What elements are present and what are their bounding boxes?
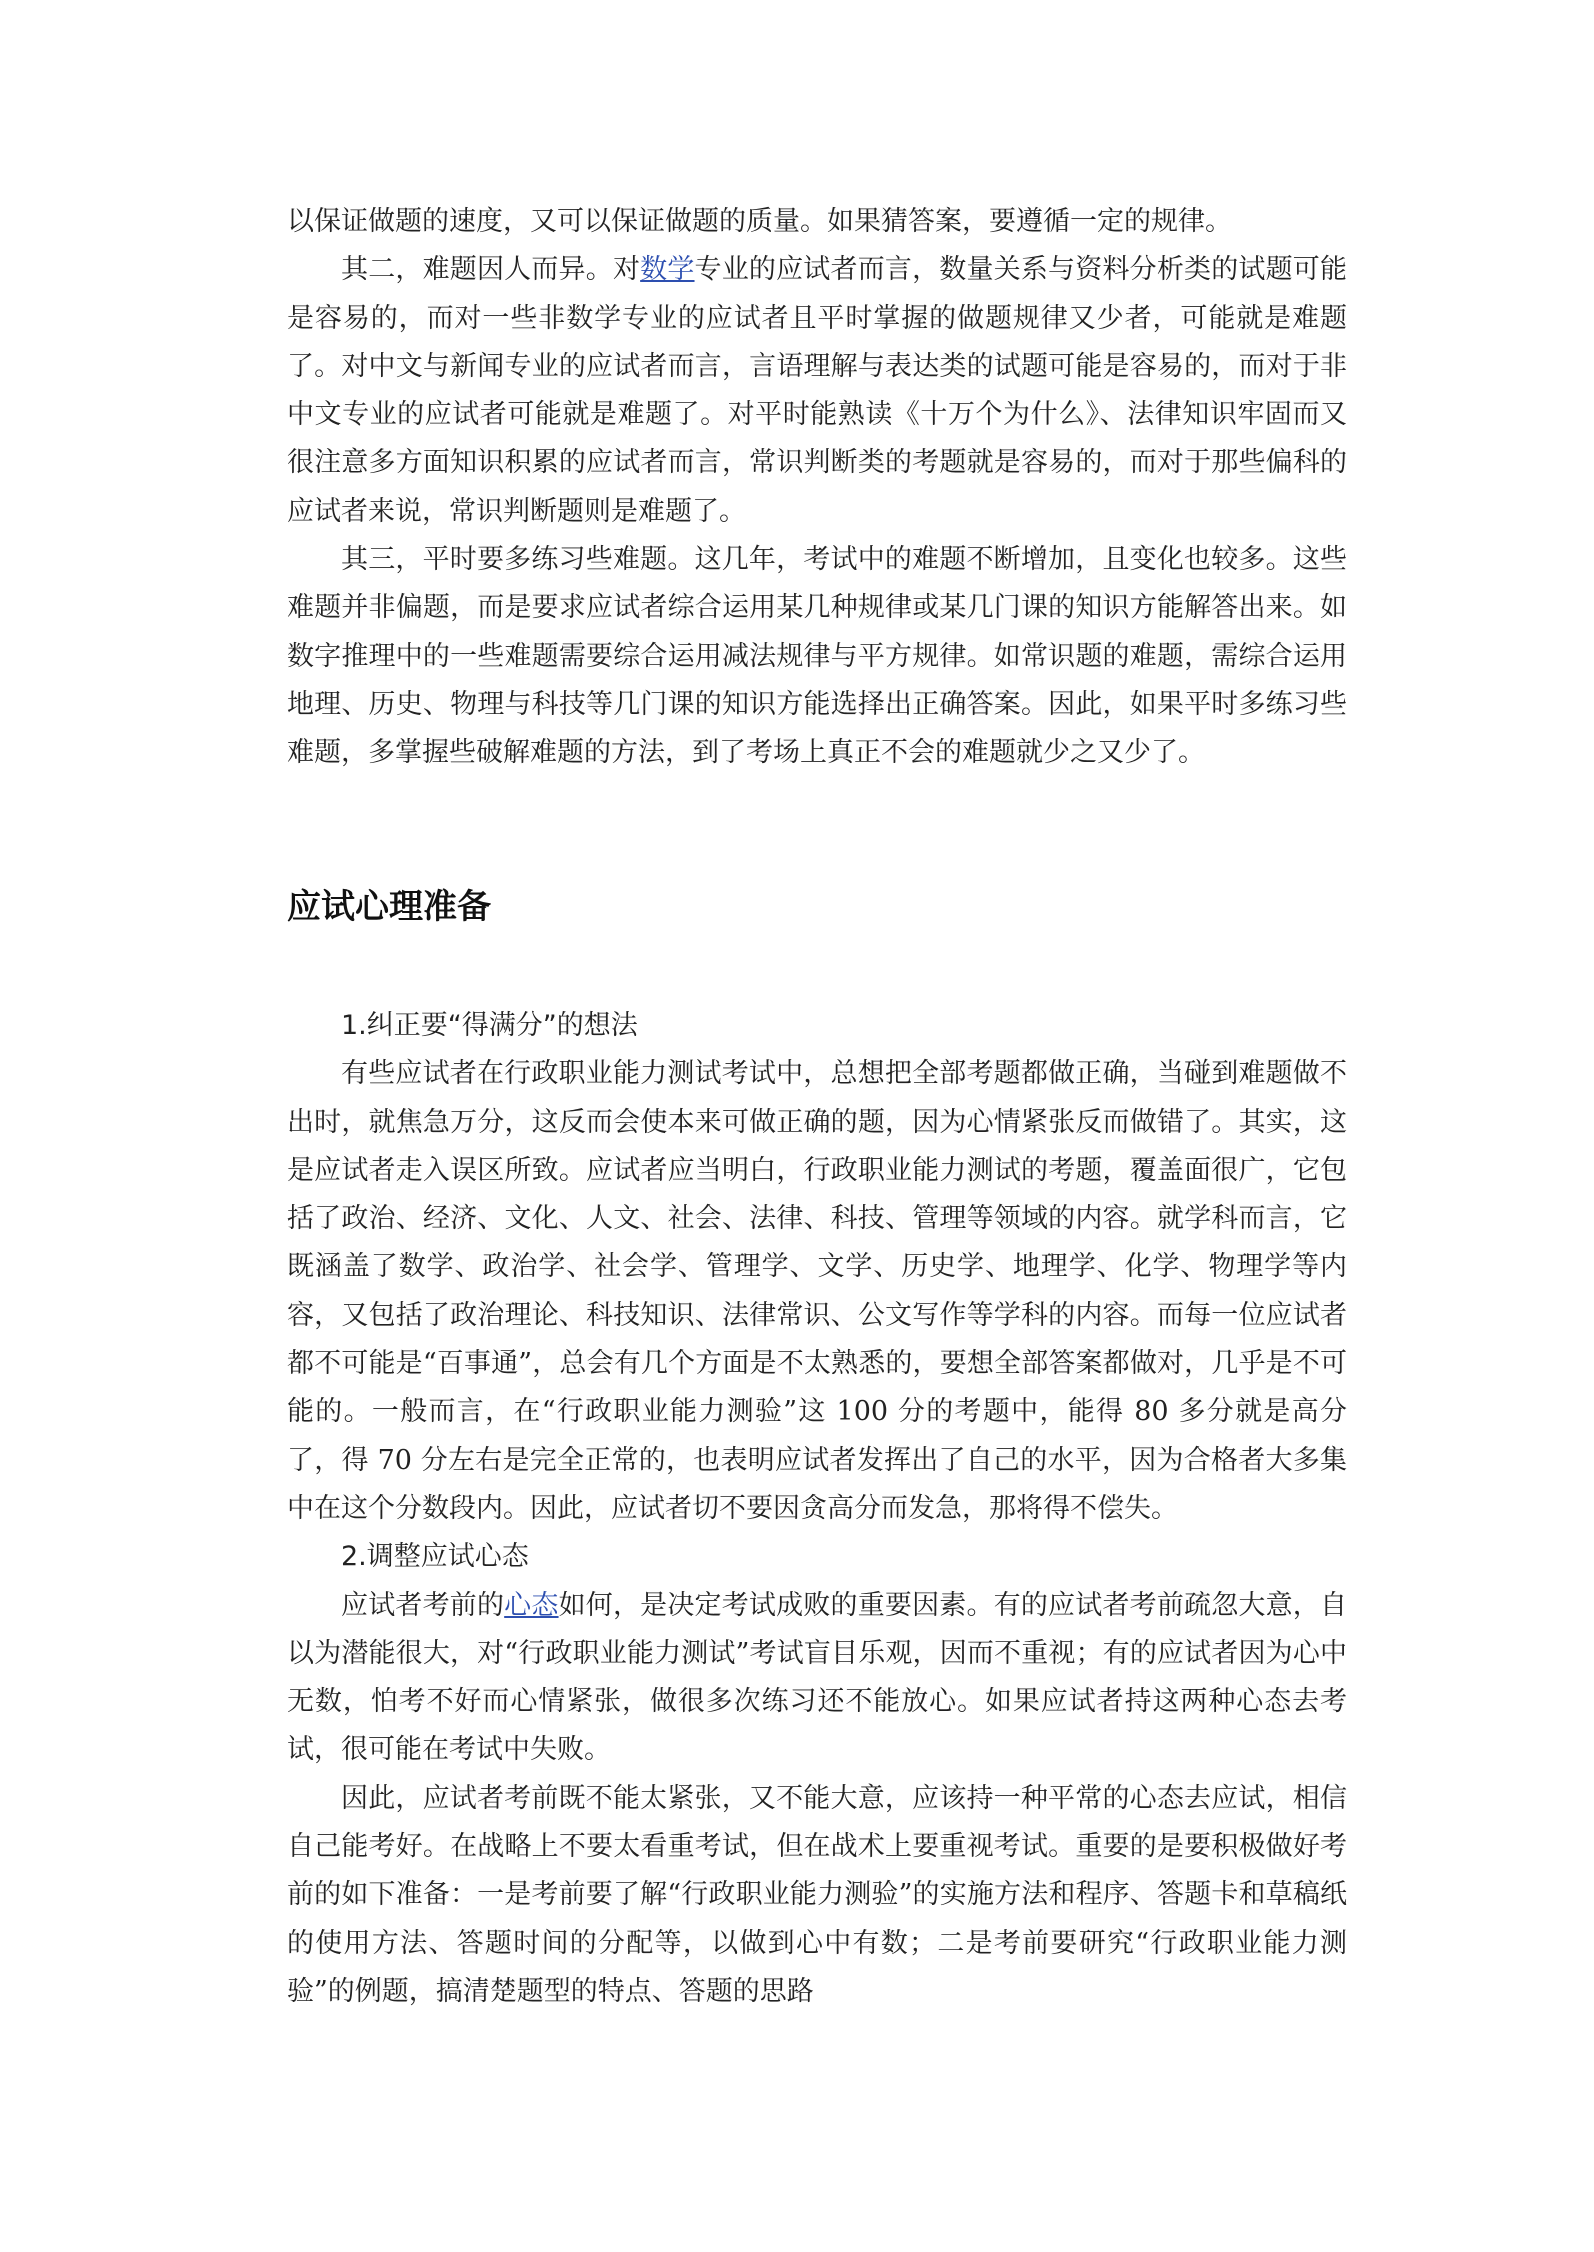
paragraph-full-score: 有些应试者在行政职业能力测试考试中，总想把全部考题都做正确，当碰到难题做不出时，就焦急万分，这反而会使本来可做正确的题，因为心情紧张反而做错了。其实，这是应试者走入误区所致。应试者应当明白，行政职业能力测试的考题，覆盖面很广，它包括了政治、经济、文化、人文、社会、法律、科技、管理等领域的内容。就学科而言，它既涵盖了数学、政治学、社会学、管理学、文学、历史学、地理学、化学、物理学等内容，又包括了政治理论、科技知识、法律常识、公文写作等学科的内容。而每一位应试者都不可能是“百事通”，总会有几个方面是不太熟悉的，要想全部答案都做对，几乎是不可能的。一般而言，在“行政职业能力测验”这 100 分的考题中，能得 80 多分就是高分了，得 70 分左右是完全正常的，也表明应试者发挥出了自己的水平，因为合格者大多集中在这个分数段内。因此，应试者切不要因贪高分而发急，那将得不偿失。 [287, 1058, 1347, 1524]
paragraph-text: 专业的应试者而言，数量关系与资料分析类的试题可能是容易的，而对一些非数学专业的应试者且平时掌握的做题规律又少者，可能就是难题了。对中文与新闻专业的应试者而言，言语理解与表达类的试题可能是容易的，而对于非中文专业的应试者可能就是难题了。对平时能熟读《十万个为什么》、法律知识牢固而又很注意多方面知识积累的应试者而言，常识判断类的考题就是容易的，而对于那些偏科的应试者来说，常识判断题则是难题了。 [287, 254, 1348, 527]
paragraph-practice-hard-questions: 其三，平时要多练习些难题。这几年，考试中的难题不断增加，且变化也较多。这些难题并非偏题，而是要求应试者综合运用某几种规律或某几门课的知识方能解答出来。如数字推理中的一些难题需要综合运用减法规律与平方规律。如常识题的难题，需综合运用地理、历史、物理与科技等几门课的知识方能选择出正确答案。因此，如果平时多练习些难题，多掌握些破解难题的方法，到了考场上真正不会的难题就少之又少了。 [287, 544, 1347, 769]
section-title: 应试心理准备 [287, 887, 491, 927]
paragraph-continuation: 以保证做题的速度，又可以保证做题的质量。如果猜答案，要遵循一定的规律。 [287, 206, 1232, 237]
mindset-link[interactable]: 心态 [504, 1589, 559, 1621]
paragraph-text: 其二，难题因人而异。对 [341, 254, 641, 286]
paragraph-difficulty-varies [287, 246, 1347, 536]
body-text-block-bottom [287, 1002, 1347, 2016]
paragraph-text: 应试者考前的 [341, 1589, 505, 1621]
subheading-full-score: 1.纠正要“得满分”的想法 [341, 1010, 638, 1041]
body-text-block-top [287, 198, 1347, 778]
subheading-adjust-mindset: 2.调整应试心态 [341, 1541, 529, 1573]
paragraph-preparation: 因此，应试者考前既不能太紧张，又不能大意，应该持一种平常的心态去应试，相信自己能考好。在战略上不要太看重考试，但在战术上要重视考试。重要的是要积极做好考前的如下准备：一是考前要了解“行政职业能力测验”的实施方法和程序、答题卡和草稿纸的使用方法、答题时间的分配等，以做到心中有数；二是考前要研究“行政职业能力测验”的例题，搞清楚题型的特点、答题的思路 [287, 1782, 1347, 2007]
math-link[interactable]: 数学 [640, 254, 695, 286]
paragraph-mindset [287, 1582, 1347, 1775]
paragraph-text: 如何，是决定考试成败的重要因素。有的应试者考前疏忽大意，自以为潜能很大，对“行政职业能力测试”考试盲目乐观，因而不重视；有的应试者因为心中无数，怕考不好而心情紧张，做很多次练习还不能放心。如果应试者持这两种心态去考试，很可能在考试中失败。 [287, 1589, 1348, 1766]
